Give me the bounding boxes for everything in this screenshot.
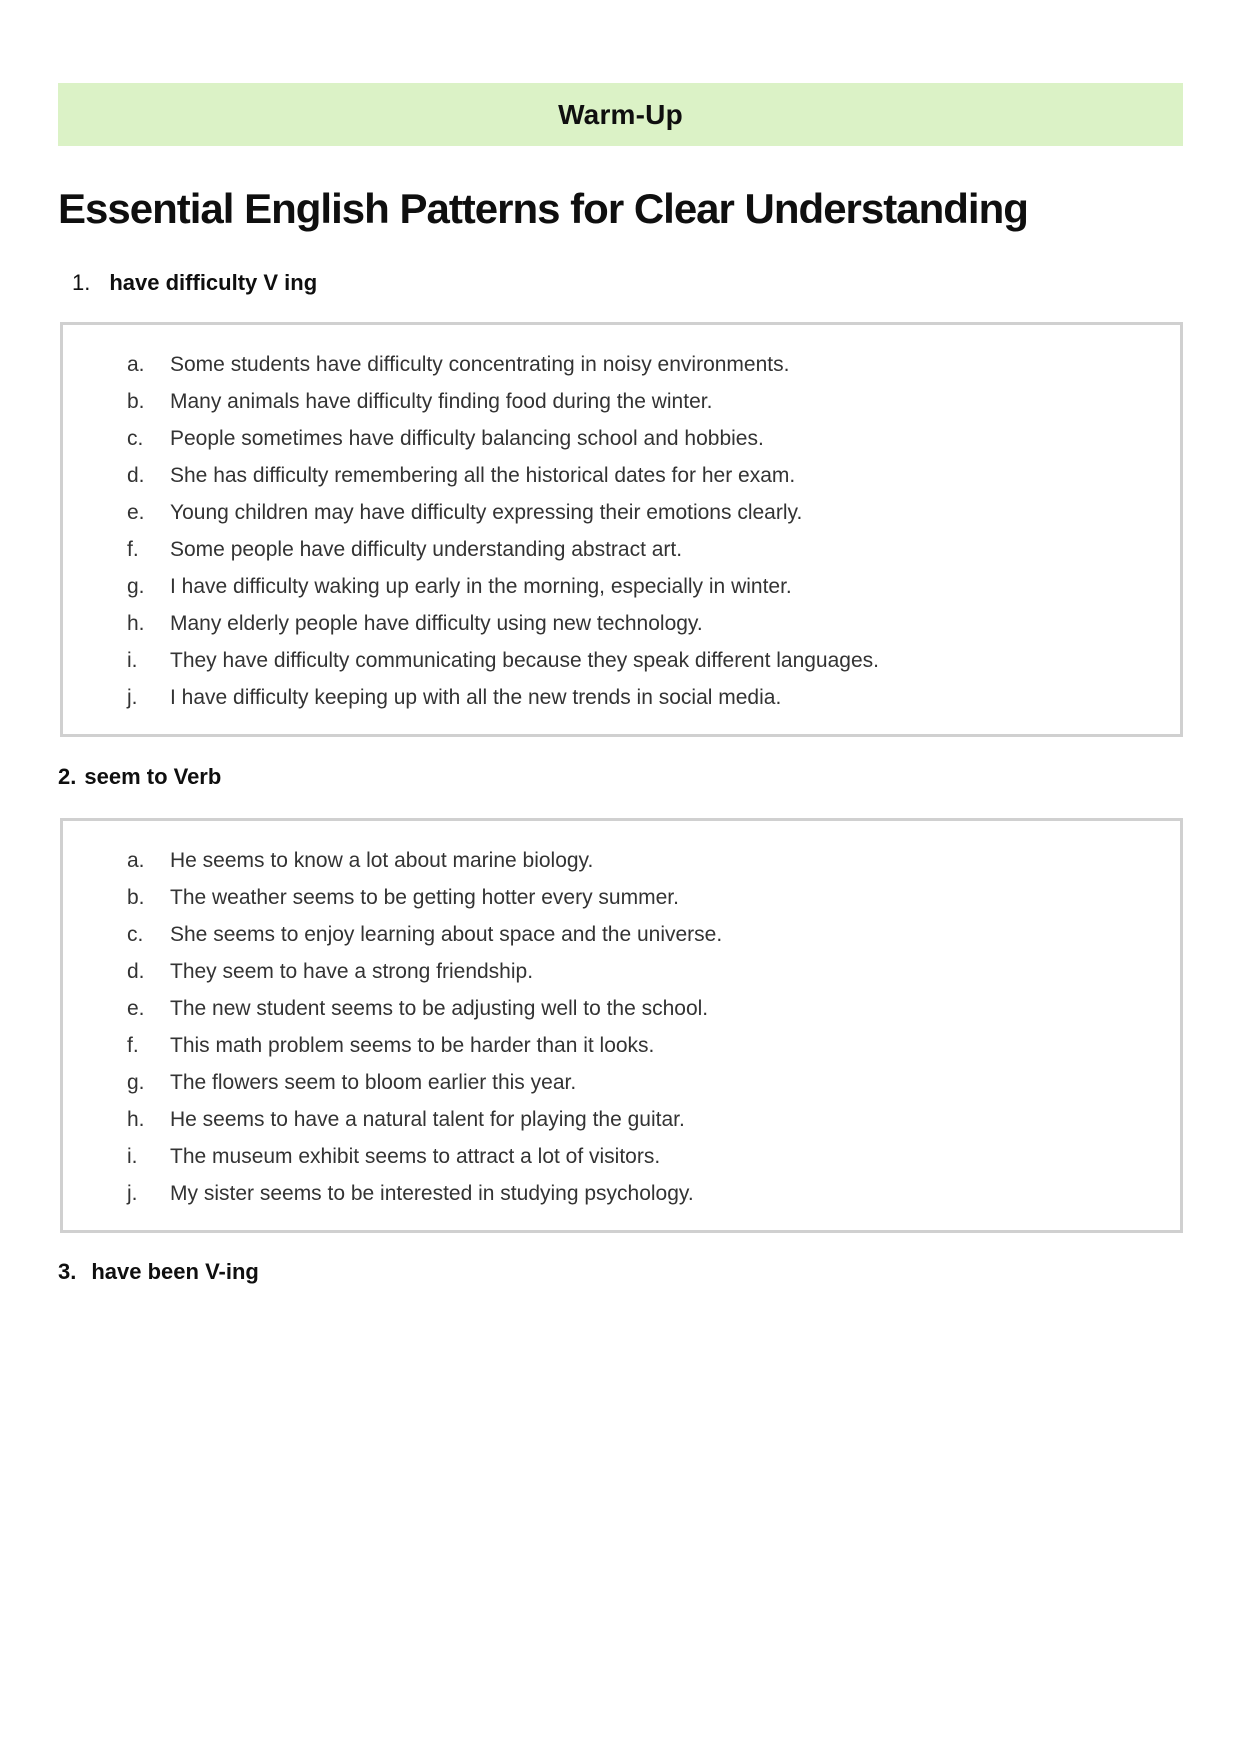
list-item [63, 383, 1180, 420]
warm-up-banner [58, 83, 1183, 146]
list-item [63, 879, 1180, 916]
item-marker: b. [127, 390, 145, 413]
page [58, 0, 1183, 1286]
item-marker: j. [127, 1182, 138, 1205]
section-heading [72, 269, 1183, 297]
item-text: Many elderly people have difficulty using new technology. [170, 612, 703, 635]
section-number: 1. [72, 270, 91, 295]
section-seem-to-verb [58, 763, 1183, 1233]
item-text: Young children may have difficulty expressing their emotions clearly. [170, 501, 803, 524]
item-marker: g. [127, 1071, 145, 1094]
item-marker: j. [127, 686, 138, 709]
item-text: The new student seems to be adjusting well to the school. [170, 997, 709, 1020]
list-item [63, 531, 1180, 568]
list-item [63, 420, 1180, 457]
list-item [63, 1027, 1180, 1064]
page-title: Essential English Patterns for Clear Understanding [58, 185, 1028, 232]
item-text: People sometimes have difficulty balancing school and hobbies. [170, 427, 764, 450]
list-item [63, 679, 1180, 716]
item-marker: a. [127, 353, 145, 376]
section-number: 3. [58, 1259, 77, 1284]
item-text: They have difficulty communicating because they speak different languages. [170, 649, 879, 672]
list-item [63, 494, 1180, 531]
item-marker: d. [127, 464, 145, 487]
item-marker: i. [127, 1145, 138, 1168]
item-marker: h. [127, 1108, 145, 1131]
item-text: This math problem seems to be harder than it looks. [170, 1034, 655, 1057]
section-have-been-ving [58, 1258, 1183, 1286]
item-text: My sister seems to be interested in studying psychology. [170, 1182, 694, 1205]
item-marker: f. [127, 538, 139, 561]
banner-label: Warm-Up [558, 98, 683, 130]
list-item [63, 605, 1180, 642]
item-text: He seems to have a natural talent for playing the guitar. [170, 1108, 685, 1131]
item-text: She has difficulty remembering all the historical dates for her exam. [170, 464, 796, 487]
item-text: They seem to have a strong friendship. [170, 960, 534, 983]
list-item [63, 916, 1180, 953]
item-marker: c. [127, 923, 144, 946]
item-text: She seems to enjoy learning about space and the universe. [170, 923, 723, 946]
section-number: 2. [58, 764, 77, 789]
item-marker: c. [127, 427, 144, 450]
list-item [63, 568, 1180, 605]
example-box [60, 818, 1183, 1233]
item-marker: g. [127, 575, 145, 598]
section-heading [58, 763, 1183, 791]
section-heading [58, 1258, 1183, 1286]
item-text: I have difficulty keeping up with all the new trends in social media. [170, 686, 782, 709]
item-marker: i. [127, 649, 138, 672]
list-item [63, 642, 1180, 679]
list-item [63, 842, 1180, 879]
list-item [63, 1101, 1180, 1138]
item-marker: f. [127, 1034, 139, 1057]
section-have-difficulty [58, 269, 1183, 737]
list-item [63, 953, 1180, 990]
item-marker: e. [127, 501, 145, 524]
item-text: The museum exhibit seems to attract a lot of visitors. [170, 1145, 661, 1168]
item-marker: b. [127, 886, 145, 909]
example-box [60, 322, 1183, 737]
item-marker: a. [127, 849, 145, 872]
section-label: seem to Verb [84, 764, 222, 789]
item-text: He seems to know a lot about marine biology. [170, 849, 594, 872]
item-text: Many animals have difficulty finding food during the winter. [170, 390, 713, 413]
list-item [63, 1175, 1180, 1212]
item-text: Some students have difficulty concentrating in noisy environments. [170, 353, 790, 376]
item-marker: e. [127, 997, 145, 1020]
section-label: have difficulty V ing [109, 270, 318, 295]
item-marker: d. [127, 960, 145, 983]
item-text: I have difficulty waking up early in the morning, especially in winter. [170, 575, 792, 598]
list-item [63, 346, 1180, 383]
list-item [63, 990, 1180, 1027]
item-text: The flowers seem to bloom earlier this year. [170, 1071, 577, 1094]
item-marker: h. [127, 612, 145, 635]
item-text: Some people have difficulty understanding abstract art. [170, 538, 683, 561]
item-text: The weather seems to be getting hotter every summer. [170, 886, 679, 909]
list-item [63, 1138, 1180, 1175]
list-item [63, 1064, 1180, 1101]
section-label: have been V-ing [91, 1259, 259, 1284]
list-item [63, 457, 1180, 494]
